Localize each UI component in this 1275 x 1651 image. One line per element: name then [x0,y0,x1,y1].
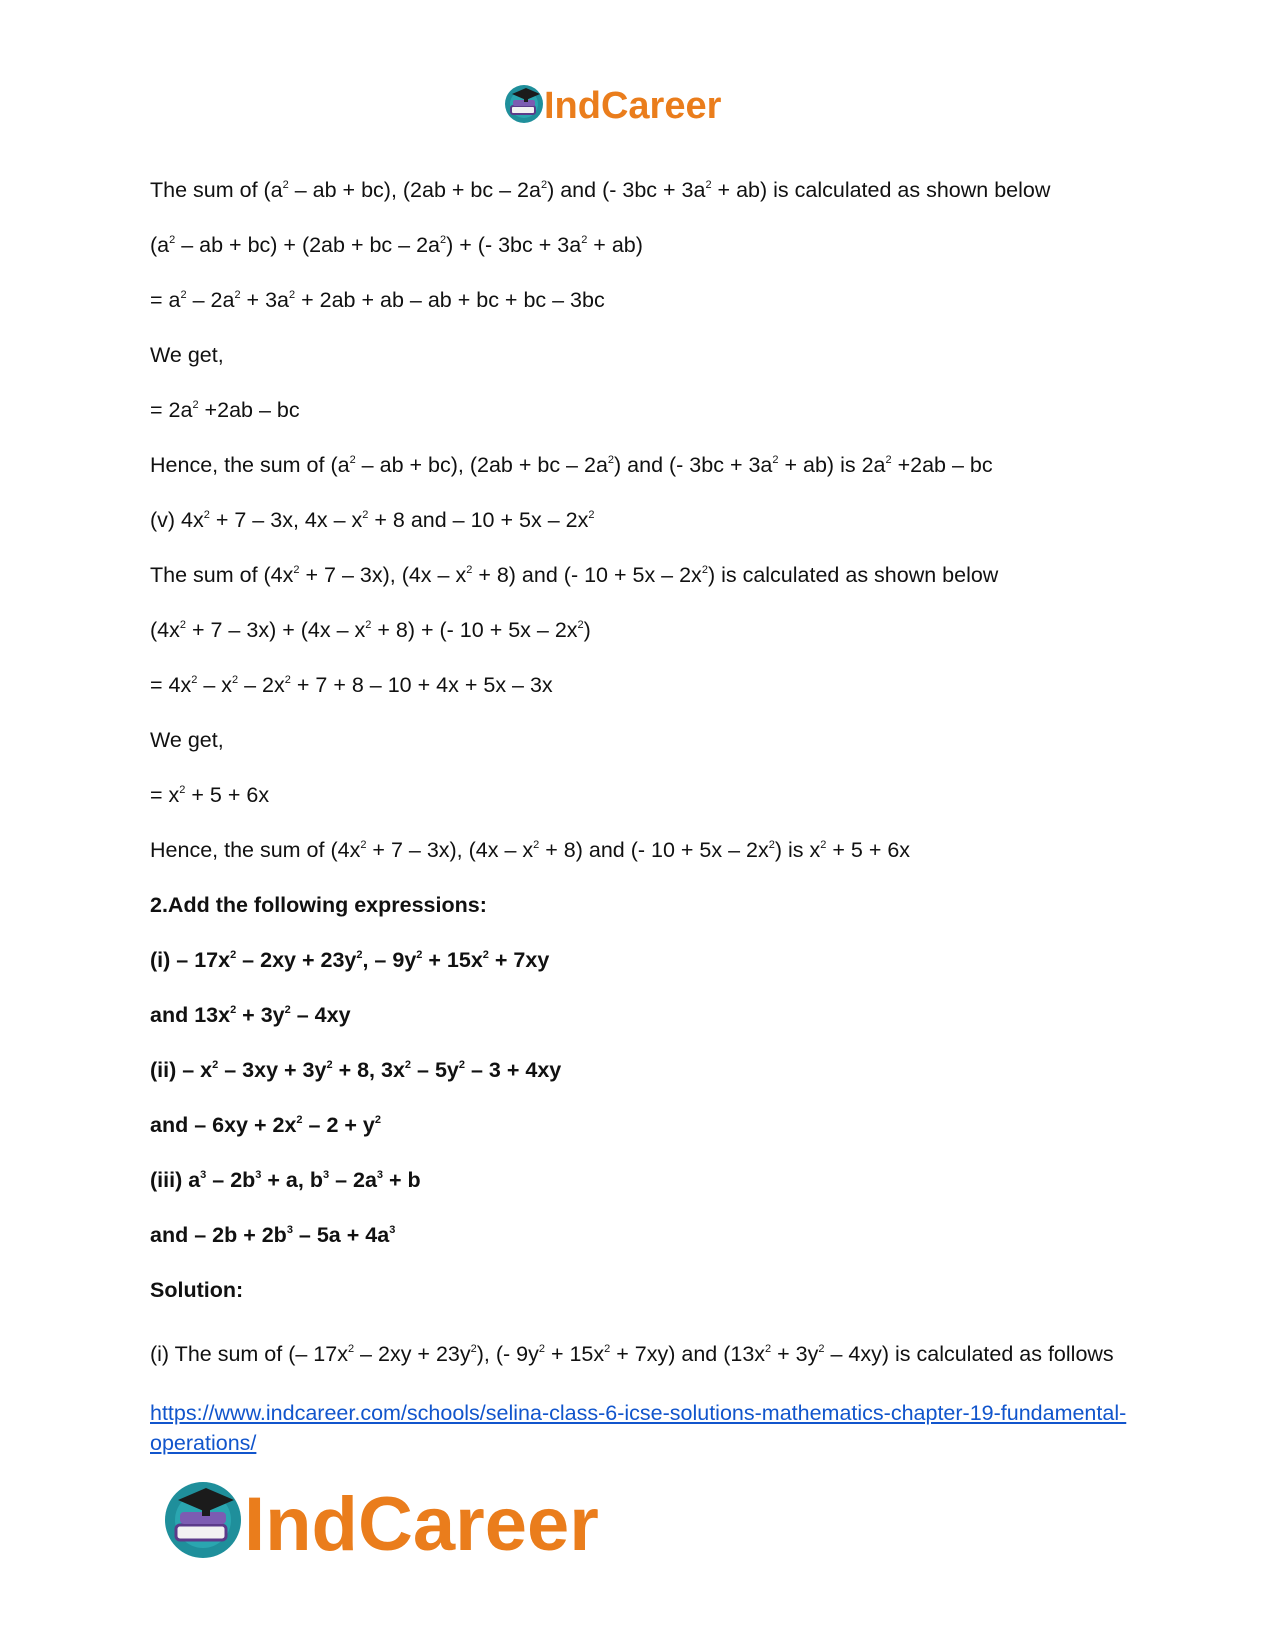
brand-name-top: IndCareer [544,85,722,127]
text-line: $(4x^2 + 7 - 3x) + (4x - x^2 + 8)$ + (- $10 + 5x - 2x^2$) [150,618,591,642]
text-line: and – $6xy + 2x^2 - 2 + y^2$ [150,1113,381,1137]
text-line: The sum of $(4x^2 + 7 - 3x)$, $(4x - x^2 + 8)$ and (- $10 + 5x - 2x^2$) is calculated as shown below [150,563,999,587]
text-line: Hence, the sum of ($a^2$ – ab + bc), (2ab + bc – $2a^2$) and (- $3bc + 3a^2 + ab$) is $2a^2 +2ab$ – bc [150,453,993,477]
text-line: and $13x^2 + 3y^2 - 4xy$ [150,1003,351,1027]
text-line: We get, [150,343,224,367]
text-line: = $a^2 - 2a^2 + 3a^2 + 2ab$ + ab – ab + bc + bc – 3bc [150,288,605,312]
source-link[interactable]: https://www.indcareer.com/schools/selina-class-6-icse-solutions-mathematics-chapter-19-fundamental-operations/ [150,1401,1127,1455]
final-paragraph: (i) The sum of (– $17x^2 - 2xy + 23y^2$), (- $9y^2 + 15x^2 + 7xy$) and $(13x^2 + 3y^2 - 4xy)$ is calculated as follows [150,1342,1114,1366]
text-line: Solution: [150,1278,244,1302]
text-line: The sum of ($a^2$ – ab + bc), (2ab + bc – $2a^2$) and (- $3bc + 3a^2 + ab$) is calculated as shown below [150,178,1051,202]
text-line: (v) $4x^2 + 7 - 3x$, $4x - x^2 + 8$ and – $10 + 5x - 2x^2$ [150,508,595,532]
text-line: = $2a^2 +2ab$ – bc [150,398,300,422]
text-line: $(i) - 17x^2 - 2xy + 23y^2$, – $9y^2 + 15x^2 + 7xy$ [150,948,550,972]
graduation-book-icon [165,1482,241,1558]
text-line: (iii) $a^3 - 2b^3 + a$, $b^3 - 2a^3 + b$ [150,1168,421,1192]
brand-name-bottom: IndCareer [244,1482,599,1567]
text-line: = $4x^2 - x^2 - 2x^2 + 7 + 8 - 10 + 4x + 5x - 3x$ [150,673,553,697]
text-line: = $x^2 + 5 + 6x$ [150,783,270,807]
graduation-book-icon [505,85,543,123]
indcareer-logo-bottom [158,1470,698,1570]
text-line: and – $2b + 2b^3 - 5a + 4a^3$ [150,1223,396,1247]
text-line: Hence, the sum of $(4x^2 + 7 - 3x)$, $(4x - x^2 + 8)$ and (- $10 + 5x - 2x^2$) is $x^2 + 5 + 6x$ [150,838,911,862]
document-body [150,176,1130,1331]
text-line: ($a^2$ – ab + bc) + (2ab + bc – $2a^2$) + (- $3bc + 3a^2 + ab$) [150,233,643,257]
text-line: $(ii) - x^2 - 3xy + 3y^2 + 8$, $3x^2 - 5y^2 - 3 + 4xy$ [150,1058,562,1082]
text-line: 2.Add the following expressions: [150,893,487,917]
indcareer-logo-top [502,78,772,130]
text-line: We get, [150,728,224,752]
